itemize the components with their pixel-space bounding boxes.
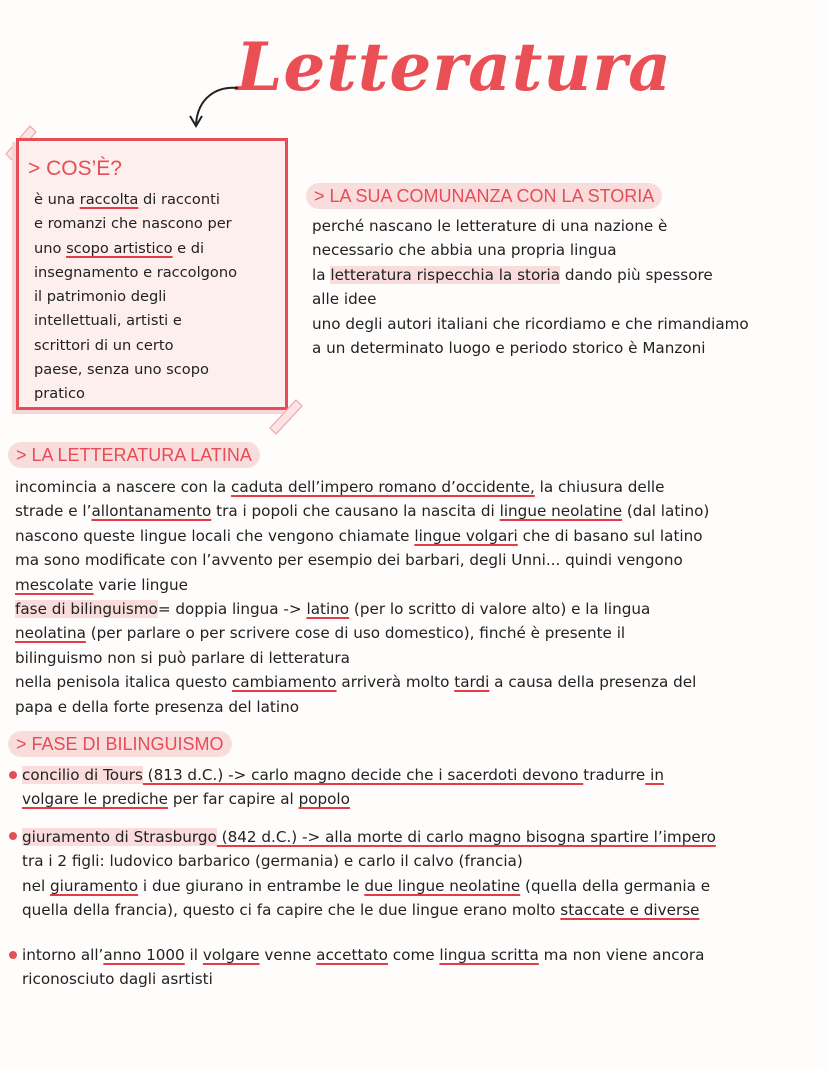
text-line (15, 670, 709, 694)
text-line (22, 943, 704, 967)
text-line (312, 263, 749, 287)
text-line (15, 646, 709, 670)
text-line (15, 524, 709, 548)
latina-heading: > LA LETTERATURA LATINA (8, 442, 260, 468)
text-line (34, 309, 284, 333)
text-segment: arriverà molto (336, 673, 455, 692)
emphasized-term: lingue volgari (414, 526, 518, 545)
emphasized-term: popolo (298, 790, 350, 809)
text-segment: uno (34, 239, 67, 257)
emphasized-term: lingue neolatine (499, 502, 623, 521)
text-segment: (dal latino) (622, 502, 710, 521)
text-segment: giuramento di Strasburgo (22, 828, 217, 846)
text-segment: come (387, 946, 440, 964)
text-line (15, 548, 709, 572)
emphasized-term: cambiamento (231, 673, 337, 692)
emphasized-term: volgare le prediche (22, 790, 168, 809)
emphasized-term: fase di bilinguismo (15, 600, 158, 619)
text-line (15, 621, 709, 645)
text-segment: nel (22, 876, 51, 895)
text-segment: = doppia lingua -> (157, 600, 307, 619)
emphasized-term: (813 d.C.) -> carlo magno decide che i sacerdoti devono (142, 766, 584, 784)
bullet-icon (9, 832, 17, 840)
text-segment: la chiusura delle (534, 478, 665, 496)
text-segment: a causa della presenza del (489, 673, 697, 692)
text-line (34, 212, 284, 236)
text-segment: a un determinato luogo e periodo storico è Manzoni (312, 339, 706, 358)
text-segment: paese, senza uno scopo (34, 361, 209, 379)
text-line (22, 967, 704, 991)
text-line (34, 188, 284, 212)
emphasized-term: mescolate (15, 575, 94, 594)
emphasized-term: volgare (202, 946, 260, 964)
text-line (312, 287, 749, 311)
emphasized-term: letteratura rispecchia la storia (330, 265, 561, 284)
text-line (34, 382, 284, 406)
text-line (34, 334, 284, 358)
text-segment: ma non viene ancora (538, 946, 705, 964)
emphasized-term: allontanamento (91, 502, 212, 521)
text-segment: riconosciuto dagli asrtisti (22, 970, 213, 989)
text-segment: il (184, 946, 203, 964)
text-segment: il patrimonio degli (34, 288, 167, 306)
emphasized-term: accettato (316, 946, 388, 964)
emphasized-term: raccolta (79, 191, 139, 208)
text-segment: incomincia a nascere con la (15, 478, 232, 496)
bullet-icon (9, 951, 17, 959)
emphasized-term: neolatina (15, 624, 86, 643)
text-line (22, 825, 716, 849)
text-segment: insegnamento e raccolgono (34, 263, 238, 281)
text-segment: quella della francia), questo ci fa capire che le due lingue erano molto (22, 901, 561, 920)
text-segment: scrittori di un certo (34, 336, 174, 354)
emphasized-term: staccate e diverse (560, 901, 700, 920)
emphasized-term: lingua scritta (439, 946, 539, 964)
text-segment: e romanzi che nascono per (34, 215, 232, 233)
text-segment: alle idee (312, 290, 377, 309)
text-segment: perché nascano le letterature di una nazione è (312, 217, 668, 235)
storia-heading: > LA SUA COMUNANZA CON LA STORIA (306, 183, 662, 209)
emphasized-term: anno 1000 (103, 946, 185, 964)
text-segment: nascono queste lingue locali che vengono chiamate (15, 526, 415, 545)
text-line (34, 285, 284, 309)
text-segment: (per lo scritto di valore alto) e la lingua (349, 600, 651, 619)
text-line (34, 358, 284, 382)
text-line (15, 597, 709, 621)
emphasized-term: caduta dell’impero romano d’occidente, (231, 478, 535, 496)
text-segment: papa e della forte presenza del latino (15, 697, 299, 716)
storia-text (312, 214, 749, 360)
text-segment: per far capire al (168, 790, 299, 809)
text-segment: pratico (34, 385, 85, 403)
text-line (15, 475, 709, 499)
emphasized-term: in (645, 766, 664, 784)
text-segment: dando più spessore (560, 265, 713, 284)
text-line (22, 898, 716, 922)
text-segment: e di (172, 239, 205, 257)
text-segment: bilinguismo non si può parlare di letteratura (15, 648, 350, 667)
text-segment: uno degli autori italiani che ricordiamo e che rimandiamo (312, 314, 749, 333)
bullet-icon (9, 771, 17, 779)
list-item (22, 825, 716, 923)
text-segment: (quella della germania e (520, 876, 711, 895)
text-line (34, 261, 284, 285)
cose-heading: > COS’È? (28, 157, 122, 180)
text-line (22, 787, 664, 811)
text-line (22, 874, 716, 898)
emphasized-term: scopo artistico (66, 239, 173, 257)
text-segment: nella penisola italica questo (15, 673, 232, 692)
text-segment: necessario che abbia una propria lingua (312, 241, 617, 260)
emphasized-term: giuramento (50, 876, 139, 895)
text-line (312, 238, 749, 262)
text-line (34, 237, 284, 261)
text-segment: tra i 2 figli: ludovico barbarico (germania) e carlo il calvo (francia) (22, 852, 523, 871)
list-item (22, 763, 664, 812)
text-segment: tradurre (583, 766, 646, 784)
emphasized-term: latino (306, 600, 350, 619)
curved-arrow-icon (186, 80, 246, 140)
text-line (15, 573, 709, 597)
text-segment: tra i popoli che causano la nascita di (211, 502, 500, 521)
emphasized-term: tardi (454, 673, 490, 692)
text-segment: intorno all’ (22, 946, 104, 964)
emphasized-term: due lingue neolatine (364, 876, 521, 895)
page-title: Letteratura (236, 28, 672, 106)
text-segment: intellettuali, artisti e (34, 312, 182, 330)
text-line (15, 499, 709, 523)
text-segment: varie lingue (93, 575, 188, 594)
definition-text (34, 188, 284, 407)
list-item (22, 943, 704, 992)
text-line (312, 336, 749, 360)
text-segment: di racconti (138, 191, 220, 208)
text-segment: venne (259, 946, 317, 964)
text-line (15, 695, 709, 719)
text-line (22, 763, 664, 787)
text-segment: strade e l’ (15, 502, 92, 521)
text-segment: ma sono modificate con l’avvento per esempio dei barbari, degli Unni... quindi vengono (15, 551, 683, 570)
text-segment: che di basano sul latino (517, 526, 703, 545)
text-line (312, 312, 749, 336)
text-segment: (per parlare o per scrivere cose di uso domestico), finché è presente il (85, 624, 626, 643)
emphasized-term: (842 d.C.) -> alla morte di carlo magno bisogna spartire l’impero (216, 828, 716, 846)
text-segment: i due giurano in entrambe le (138, 876, 365, 895)
text-line (22, 849, 716, 873)
text-line (312, 214, 749, 238)
text-segment: concilio di Tours (22, 766, 143, 784)
bilinguismo-heading: > FASE DI BILINGUISMO (8, 731, 232, 757)
latina-text (15, 475, 709, 719)
text-segment: la (312, 265, 331, 284)
text-segment: è una (34, 191, 80, 208)
